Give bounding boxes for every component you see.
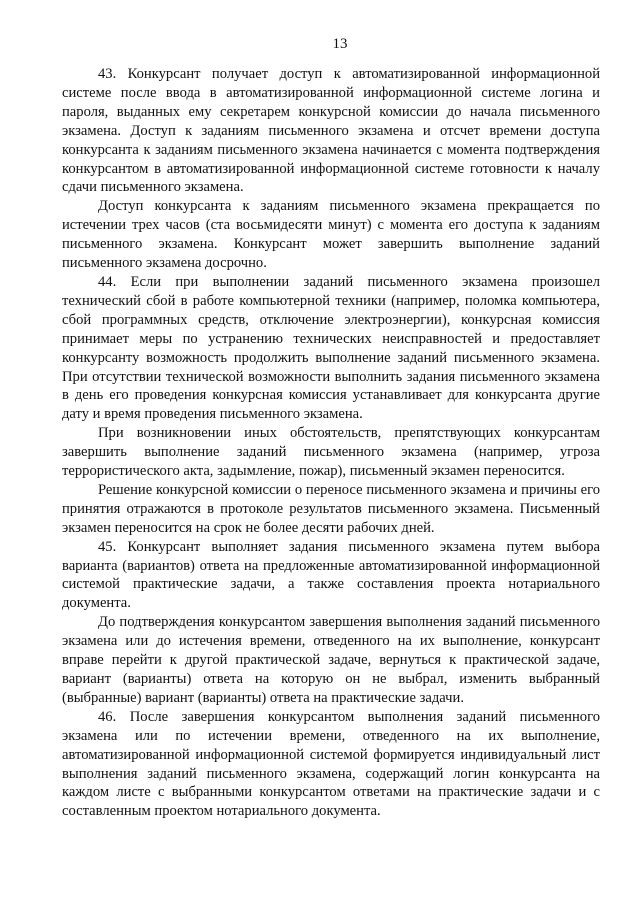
document-body	[62, 65, 600, 821]
paragraph-44-other-circumstances: При возникновении иных обстоятельств, препятствующих конкурсантам завершить выполнение заданий письменного экзамена (например, угроза террористического акта, задымление, пожар), письменный экзамен переносится.	[62, 425, 600, 480]
paragraph-44-postponement-decision: Решение конкурсной комиссии о переносе письменного экзамена и причины его принятия отражаются в протоколе результатов письменного экзамена. Письменный экзамен переносится на срок не более десяти рабочих дней.	[62, 481, 600, 536]
paragraph-46: 46. После завершения конкурсантом выполнения заданий письменного экзамена или по истечении времени, отведенного на их выполнение, автоматизированной информационной системой формируется индивидуальный лист выполнения заданий письменного экзамена, содержащий логин конкурсанта на каждом листе с выбранными конкурсантом ответами на практические задачи и с составленным проектом нотариального документа.	[62, 708, 600, 820]
paragraph-44: 44. Если при выполнении заданий письменного экзамена произошел технический сбой в работе компьютерной техники (например, поломка компьютера, сбой программных средств, отключение электроэнергии), конкурсная комиссия принимает меры по устранению технических неисправностей и предоставляет конкурсанту возможность продолжить выполнение заданий письменного экзамена. При отсутствии технической возможности выполнить задания письменного экзамена в день его проведения конкурсная комиссия устанавливает для конкурсанта другие дату и время проведения письменного экзамена.	[62, 273, 600, 423]
paragraph-45-answer-changes: До подтверждения конкурсантом завершения выполнения заданий письменного экзамена или до истечения времени, отведенного на их выполнение, конкурсант вправе перейти к другой практической задаче, вернуться к практической задаче, вариант (варианты) ответа на которую он не выбрал, изменить выбранный (выбранные) вариант (варианты) ответа на практические задачи.	[62, 614, 600, 706]
page-number: 13	[332, 36, 348, 52]
paragraph-45: 45. Конкурсант выполняет задания письменного экзамена путем выбора варианта (вариантов) ответа на предложенные автоматизированной информационной системой практические задачи, а также составления проекта нотариального документа.	[62, 538, 600, 612]
paragraph-43: 43. Конкурсант получает доступ к автоматизированной информационной системе после ввода в автоматизированной информационной системе логина и пароля, выданных ему секретарем конкурсной комиссии до начала письменного экзамена. Доступ к заданиям письменного экзамена и отсчет времени доступа конкурсанта к заданиям письменного экзамена начинается с момента подтверждения конкурсантом в автоматизированной информационной системе готовности к началу сдачи письменного экзамена.	[62, 66, 600, 196]
paragraph-43-access-end: Доступ конкурсанта к заданиям письменного экзамена прекращается по истечении трех часов (ста восьмидесяти минут) с момента его доступа к заданиям письменного экзамена. Конкурсант может завершить выполнение заданий письменного экзамена досрочно.	[62, 198, 600, 272]
